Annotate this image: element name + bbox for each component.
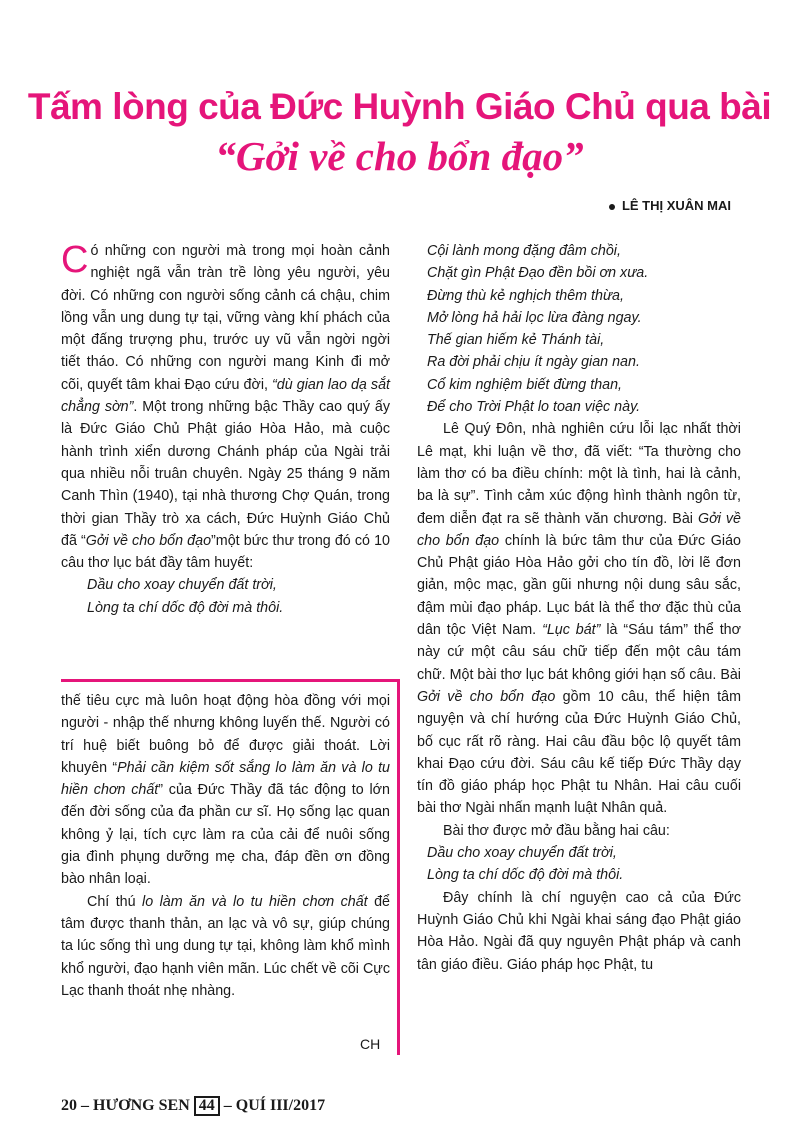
verse-line: Lòng ta chí dốc độ đời mà thôi.: [87, 599, 284, 616]
author-byline: [609, 198, 731, 213]
bullet-icon: [609, 204, 615, 210]
issue-quarter: – QUÍ III/2017: [223, 1097, 326, 1114]
verse-line: Để cho Trời Phật lo toan việc này.: [427, 399, 641, 416]
verse-line: Cổ kim nghiệm biết đừng than,: [427, 376, 623, 393]
verse-line: Ra đời phải chịu ít ngày gian nan.: [427, 354, 640, 371]
paragraph: Đây chính là chí nguyện cao cả của Đức Huỳnh Giáo Chủ khi Ngài khai sáng đạo Phật giáo Hòa Hảo. Ngài đã quy nguyên Phật pháp và canh tân giáo điều. Giáo pháp học Phật, tu: [417, 889, 741, 973]
column-left-bottom: [61, 690, 390, 1002]
column-right: [417, 240, 741, 976]
page-footer: [61, 1096, 325, 1116]
drop-cap: C: [61, 239, 89, 281]
verse-line: Lòng ta chí dốc độ đời mà thôi.: [427, 867, 624, 884]
paragraph: Chí thú lo làm ăn và lo tu hiền chơn chất để tâm được thanh thản, an lạc và vô sự, giúp chúng ta lúc sống thì ung dung tự tại, không làm khổ mình khổ người, đạo hạnh viên mãn. Lúc chết về cõi Cực Lạc thanh thoát nhẹ nhàng.: [61, 893, 390, 999]
issue-number: 44: [194, 1096, 220, 1116]
paragraph: thế tiêu cực mà luôn hoạt động hòa đồng với mọi người - nhập thế nhưng không luyến thế. Người có trí huệ biết buông bỏ để được giải thoát. Lời khuyên “Phải cần kiệm sốt sắng lo làm ăn và lo tu hiền chơn chất” của Đức Thầy đã tác động to lớn đến đời sống của đa phần cư sĩ. Họ sống lạc quan không ỷ lại, tích cực làm ra của cải để nuôi sống gia đình phụng dưỡng mẹ cha, đáp đền ơn đồng bào nhân loại.: [61, 693, 390, 888]
author-name: LÊ THỊ XUÂN MAI: [621, 198, 731, 213]
paragraph: Có những con người mà trong mọi hoàn cảnh nghiệt ngã vẫn tràn trề lòng yêu người, yêu đời. Có những con người sống cảnh cá chậu, chim lồng vẫn ung dung tự tại, vững vàng khí phách của một đấng trượng phu, trước uy vũ vẫn ngời ngời tiết tháo. Có những con người mang Kinh đi mở cõi, quyết tâm khai Đạo cứu đời, “dù gian lao dạ sắt chẳng sờn”. Một trong những bậc Thầy cao quý ấy là Đức Giáo Chủ Phật giáo Hòa Hảo, mà cuộc hành trình xiển dương Chánh pháp của Ngài trải qua nhiều nỗi truân chuyên. Ngày 25 tháng 9 năm Canh Thìn (1940), tại nhà thương Chợ Quán, trong thời gian Thầy trò xa cách, Đức Huỳnh Giáo Chủ đã “Gởi về cho bổn đạo”một bức thư trong đó có 10 câu thơ lục bát đầy tâm huyết:: [61, 239, 390, 572]
divider-horizontal: [61, 679, 397, 682]
verse-line: Dầu cho xoay chuyển đất trời,: [427, 845, 617, 862]
magazine-name: – HƯƠNG SEN: [81, 1097, 190, 1114]
page-number: 20: [61, 1097, 77, 1114]
verse-line: Đừng thù kẻ nghịch thêm thừa,: [427, 287, 624, 304]
verse-line: Dầu cho xoay chuyển đất trời,: [87, 577, 277, 594]
column-left-top: [61, 240, 390, 619]
verse-line: Thế gian hiếm kẻ Thánh tài,: [427, 332, 605, 349]
divider-vertical: [397, 679, 400, 1055]
article-title-italic: “Gởi về cho bổn đạo”: [215, 133, 584, 179]
paragraph: Bài thơ được mở đầu bằng hai câu:: [443, 822, 670, 839]
verse-line: Cội lành mong đặng đâm chồi,: [427, 243, 621, 259]
verse-line: Mở lòng hả hải lọc lừa đàng ngay.: [427, 309, 642, 326]
paragraph: Lê Quý Đôn, nhà nghiên cứu lỗi lạc nhất thời Lê mạt, khi luận về thơ, đã viết: “Ta thường cho làm thơ có ba điều chính: một là tình, hai là cảnh, ba là sự”. Tình cảm xúc động hình thành ngôn từ, đem diễn đạt ra sẽ thành văn chương. Bài Gởi về cho bổn đạo chính là bức tâm thư của Đức Giáo Chủ Phật giáo Hòa Hảo gởi cho tín đồ, lời lẽ đơn giản, mộc mạc, gần gũi nhưng nội dung sâu sắc, đậm mùi đạo pháp. Lục bát là thể thơ đặc thù của dân tộc Việt Nam. “Lục bát” là “Sáu tám” thể thơ này cứ một câu sáu chữ tiếp đến một câu tám chữ. Một bài thơ lục bát không giới hạn số câu. Bài Gởi về cho bổn đạo gồm 10 câu, thể hiện tâm nguyện và chí hướng của Đức Huỳnh Giáo Chủ, bố cục rất rõ ràng. Hai câu đầu bộc lộ quyết tâm khai Đạo cứu đời. Sáu câu kế tiếp Đức Thầy dạy tín đồ giáo pháp học Phật tu Nhân. Hai câu cuối bài thơ Ngài nhấn mạnh luật Nhân quả.: [417, 421, 742, 817]
verse-line: Chặt gìn Phật Đạo đền bồi ơn xưa.: [427, 265, 649, 282]
signoff: CH: [360, 1036, 381, 1052]
article-title: Tấm lòng của Đức Huỳnh Giáo Chủ qua bài: [27, 86, 772, 127]
